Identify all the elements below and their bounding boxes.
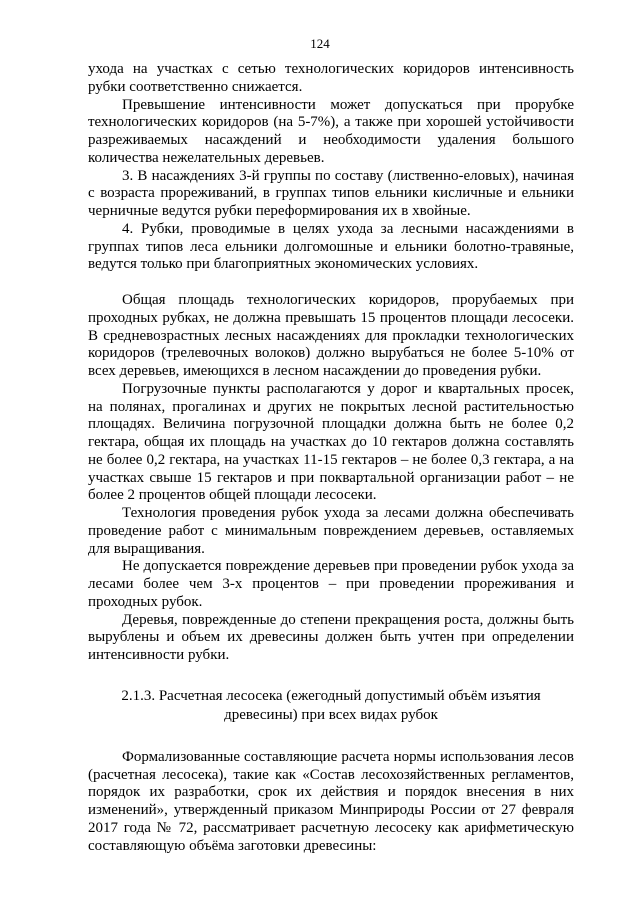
paragraph-damaged-trees: Деревья, поврежденные до степени прекращения роста, должны быть вырублены и объем их древесины должен быть учтен при определении интенсивности рубки.: [88, 611, 574, 663]
section-heading-line-2: древесины) при всех видах рубок: [224, 706, 438, 723]
paragraph-loading-points: Погрузочные пункты располагаются у дорог и квартальных просек, на полянах, прогалинах и других не покрытых лесной растительностью площадях. Величина погрузочной площадки должна быть не более 0,2 гектара, общая их площадь на участках до 10 гектаров должна составлять не более 0,2 гектара, на участках 11-15 гектаров – не более 0,3 гектара, а на участках свыше 15 гектаров и при поквартальной организации работ – не более 2 процентов общей площади лесосеки.: [88, 380, 574, 504]
page-number: 124: [310, 36, 330, 51]
paragraph-group-3: 3. В насаждениях 3-й группы по составу (лиственно-еловых), начиная с возраста прореживаний, в группах типов ельники кисличные и ельники черничные ведутся рубки переформирования их в хвойные.: [88, 167, 574, 219]
paragraph-damage-limit: Не допускается повреждение деревьев при проведении рубок ухода за лесами более чем 3-х процентов – при проведении прореживания и проходных рубок.: [88, 558, 574, 610]
paragraph-formalized-components: Формализованные составляющие расчета нормы использования лесов (расчетная лесосека), такие как «Состав лесохозяйственных регламентов, порядок их разработки, срок их действия и порядок внесения в них изменений», утвержденный приказом Минприроды России от 27 февраля 2017 года № 72, рассматривает расчетную лесосеку как арифметическую составляющую объёма заготовки древесины:: [88, 748, 574, 854]
document-body: [88, 61, 574, 855]
section-heading: [88, 687, 574, 725]
paragraph-technology: Технология проведения рубок ухода за лесами должна обеспечивать проведение работ с минимальным повреждением деревьев, оставляемых для выращивания.: [88, 505, 574, 557]
paragraph-technological-corridors: Общая площадь технологических коридоров, прорубаемых при проходных рубках, не должна превышать 15 процентов площади лесосеки. В средневозрастных лесных насаждениях для прокладки технологических коридоров (трелевочных волоков) должно вырубаться не более 5-10% от всех деревьев, имеющихся в лесном насаждении до проведения рубки.: [88, 292, 574, 379]
paragraph-intensity-excess: Превышение интенсивности может допускаться при прорубке технологических коридоров (на 5-7%), а также при хорошей устойчивости разреживаемых насаждений и необходимости удаления большого количества нежелательных деревьев.: [88, 96, 574, 166]
paragraph-continuation: ухода на участках с сетью технологических коридоров интенсивность рубки соответственно снижается.: [88, 61, 574, 95]
section-heading-line-1: 2.1.3. Расчетная лесосека (ежегодный допустимый объём изъятия: [121, 687, 541, 704]
paragraph-group-4: 4. Рубки, проводимые в целях ухода за лесными насаждениями в группах типов леса ельники долгомошные и ельники болотно-травяные, ведутся только при благоприятных экономических условиях.: [88, 220, 574, 273]
